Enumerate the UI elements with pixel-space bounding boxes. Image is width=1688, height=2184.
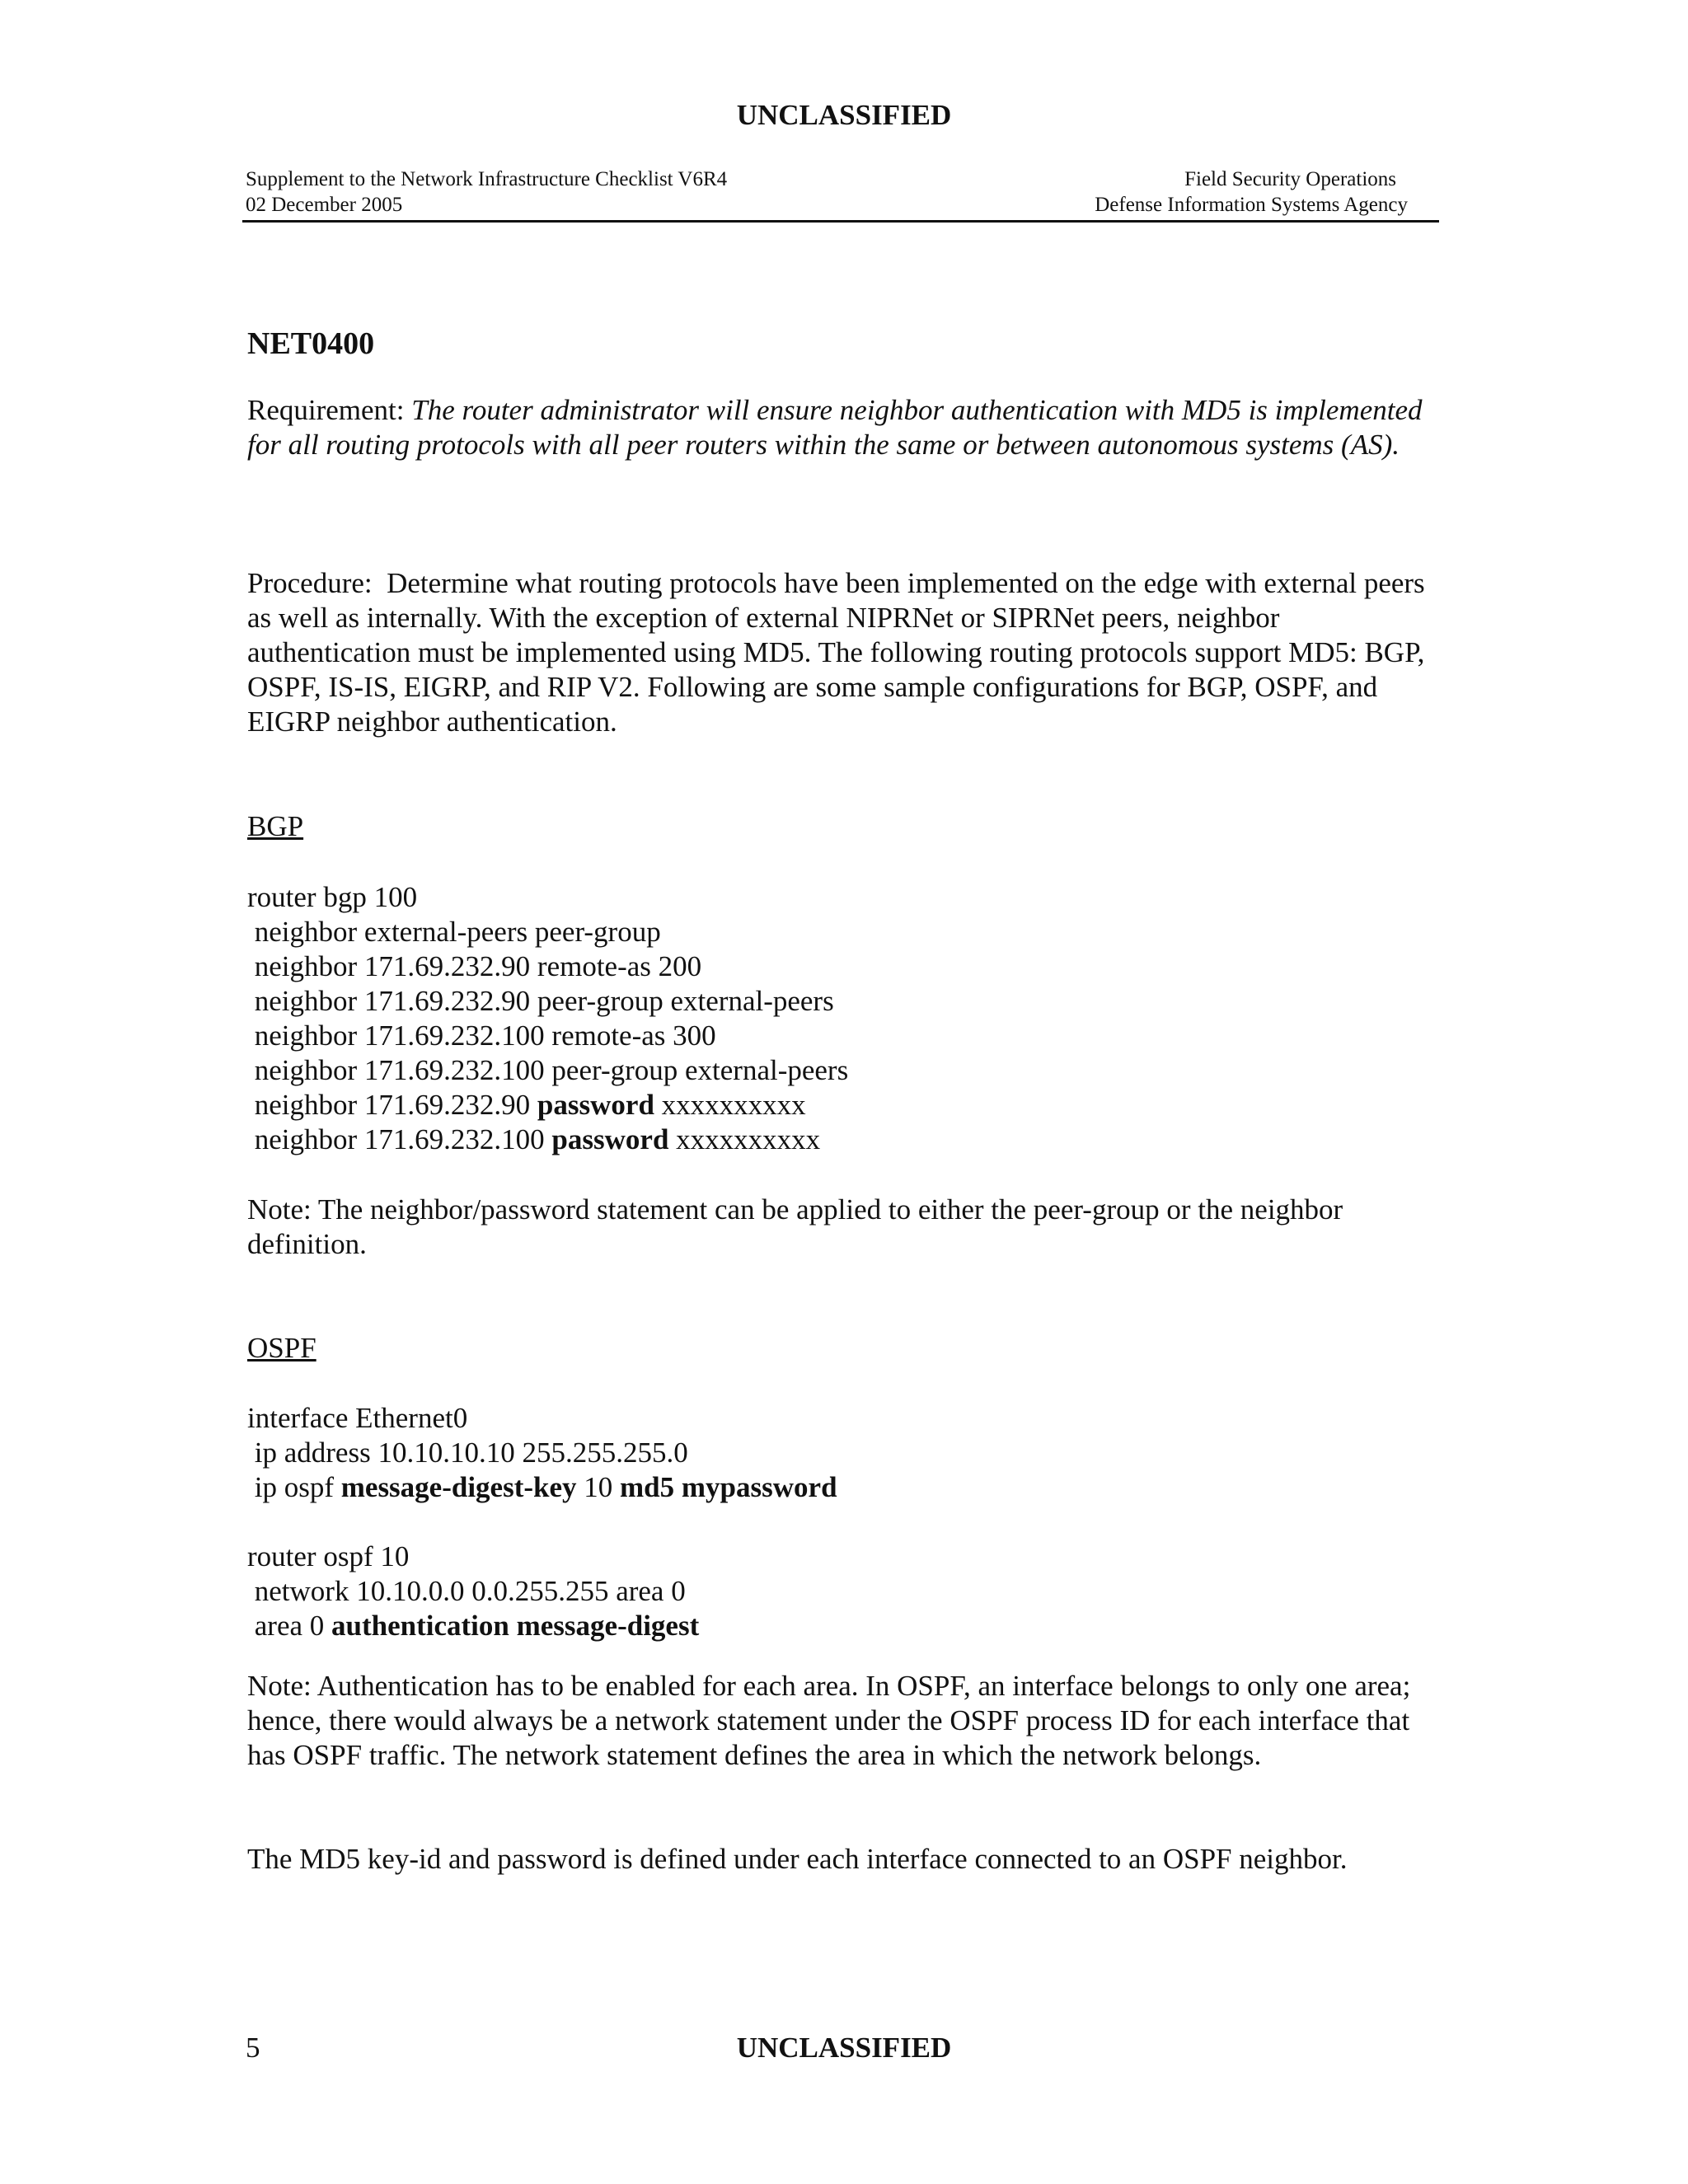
procedure-label: Procedure: [247,567,373,599]
bgp-config-line: neighbor external-peers peer-group [247,916,661,948]
ospf-config-line: area 0 authentication message-digest [247,1610,700,1642]
header-agency: Defense Information Systems Agency [1095,194,1408,216]
header-date: 02 December 2005 [246,194,403,216]
ospf-config-line: ip ospf message-digest-key 10 md5 mypassword [247,1471,837,1503]
header-rule [242,220,1439,223]
header-office: Field Security Operations [1184,168,1396,190]
bgp-note: Note: The neighbor/password statement can be applied to either the peer-group or the neighbor definition. [247,1193,1343,1260]
classification-banner-bottom: UNCLASSIFIED [736,2032,952,2064]
procedure-text: Determine what routing protocols have been implemented on the edge with external peers as well as internally. With the exception of external NIPRNet or SIPRNet peers, neighbor authentication must be implemented using MD5. The following routing protocols support MD5: BGP, OSPF, IS-IS, EIGRP, and RIP V2. Following are some sample configurations for BGP, OSPF, and EIGRP neighbor authentication. [247,567,1425,738]
ospf-config-line: ip address 10.10.10.10 255.255.255.0 [247,1436,688,1469]
bgp-config-line: router bgp 100 [247,881,418,913]
ospf-interface-config [247,1401,837,1505]
bgp-section-title: BGP [247,810,304,842]
ospf-router-config [247,1540,699,1643]
ospf-md5-note: The MD5 key-id and password is defined under each interface connected to an OSPF neighbor. [247,1843,1348,1875]
ospf-section-title: OSPF [247,1332,316,1364]
bgp-config-line: neighbor 171.69.232.100 password xxxxxxxxxx [247,1123,821,1155]
requirement-label: Requirement: [247,394,405,426]
page-number: 5 [246,2032,260,2064]
ospf-config-line: interface Ethernet0 [247,1402,468,1434]
bgp-config-line: neighbor 171.69.232.90 remote-as 200 [247,950,702,982]
bgp-config-line: neighbor 171.69.232.100 remote-as 300 [247,1019,716,1052]
ospf-config-line: network 10.10.0.0 0.0.255.255 area 0 [247,1575,686,1607]
procedure-paragraph [247,566,1442,739]
classification-banner-top: UNCLASSIFIED [736,99,952,131]
requirement-text: The router administrator will ensure neighbor authentication with MD5 is implemented for all routing protocols with all peer routers within the same or between autonomous systems (AS). [247,394,1423,461]
bgp-config-line: neighbor 171.69.232.90 password xxxxxxxxxx [247,1089,806,1121]
bgp-config-line: neighbor 171.69.232.100 peer-group external-peers [247,1054,849,1086]
page-title: NET0400 [247,326,375,361]
ospf-note: Note: Authentication has to be enabled for each area. In OSPF, an interface belongs to only one area; hence, there would always be a network statement under the OSPF process ID for each interface that has OSPF traffic. The network statement defines the area in which the network belongs. [247,1670,1411,1771]
requirement-paragraph [247,393,1442,462]
bgp-config-line: neighbor 171.69.232.90 peer-group external-peers [247,985,834,1017]
header-document-title: Supplement to the Network Infrastructure Checklist V6R4 [246,168,728,190]
ospf-config-line: router ospf 10 [247,1540,410,1572]
bgp-config-block [247,880,848,1157]
